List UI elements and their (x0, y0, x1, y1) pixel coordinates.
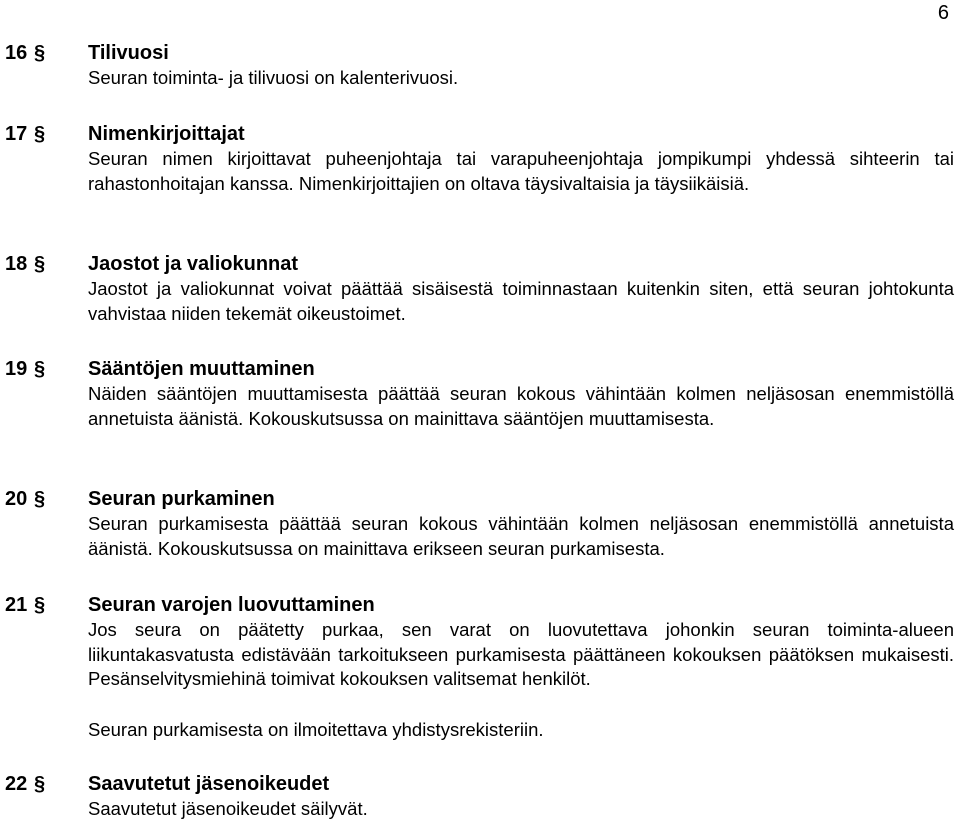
section-title: Saavutetut jäsenoikeudet (88, 773, 330, 795)
section-number: 22 (5, 773, 28, 795)
section-sign-icon: § (34, 773, 46, 795)
section-sign-icon: § (34, 42, 46, 64)
section-sign-icon: § (34, 358, 46, 380)
section-title: Tilivuosi (88, 42, 169, 64)
section-title: Sääntöjen muuttaminen (88, 358, 315, 380)
section-paragraph: Seuran nimen kirjoittavat puheenjohtaja tai varapuheenjohtaja jompikumpi yhdessä sihteerin tai rahastonhoitajan kanssa. Nimenkirjoittajien on oltava täysivaltaisia ja täysiikäisiä. (88, 148, 954, 194)
section-number: 18 (5, 253, 28, 275)
section-sign-icon: § (34, 488, 46, 510)
section-sign-icon: § (34, 594, 46, 616)
section-title: Seuran varojen luovuttaminen (88, 594, 375, 616)
section-sign-icon: § (34, 123, 46, 145)
section-paragraph: Seuran toiminta- ja tilivuosi on kalenterivuosi. (88, 67, 459, 88)
section-paragraph: Saavutetut jäsenoikeudet säilyvät. (88, 798, 368, 819)
section-number: 21 (5, 594, 28, 616)
section-paragraph: Jos seura on päätetty purkaa, sen varat on luovutettava johonkin seuran toiminta-alueen liikuntakasvatusta edistävään tarkoitukseen purkamisesta päättäneen kokouksen päätöksen mukaisesti. Pesänselvitysmiehinä toimivat kokouksen valitsemat henkilöt. (88, 619, 954, 689)
section-number: 19 (5, 358, 28, 380)
section-paragraph: Jaostot ja valiokunnat voivat päättää sisäisestä toiminnastaan kuitenkin siten, että seuran johtokunta vahvistaa niiden tekemät oikeustoimet. (88, 278, 954, 324)
section-title: Seuran purkaminen (88, 488, 275, 510)
section-number: 17 (5, 123, 28, 145)
section-title: Nimenkirjoittajat (88, 123, 245, 145)
section-number: 20 (5, 488, 28, 510)
section-paragraph: Näiden sääntöjen muuttamisesta päättää seuran kokous vähintään kolmen neljäsosan enemmistöllä annetuista äänistä. Kokouskutsussa on mainittava sääntöjen muuttamisesta. (88, 383, 954, 429)
section-sign-icon: § (34, 253, 46, 275)
section-paragraph: Seuran purkamisesta on ilmoitettava yhdistysrekisteriin. (88, 719, 544, 740)
page-number: 6 (937, 2, 949, 24)
section-paragraph: Seuran purkamisesta päättää seuran kokous vähintään kolmen neljäsosan enemmistöllä annetuista äänistä. Kokouskutsussa on mainittava erikseen seuran purkamisesta. (88, 513, 954, 559)
section-number: 16 (5, 42, 28, 64)
section-title: Jaostot ja valiokunnat (88, 253, 299, 275)
